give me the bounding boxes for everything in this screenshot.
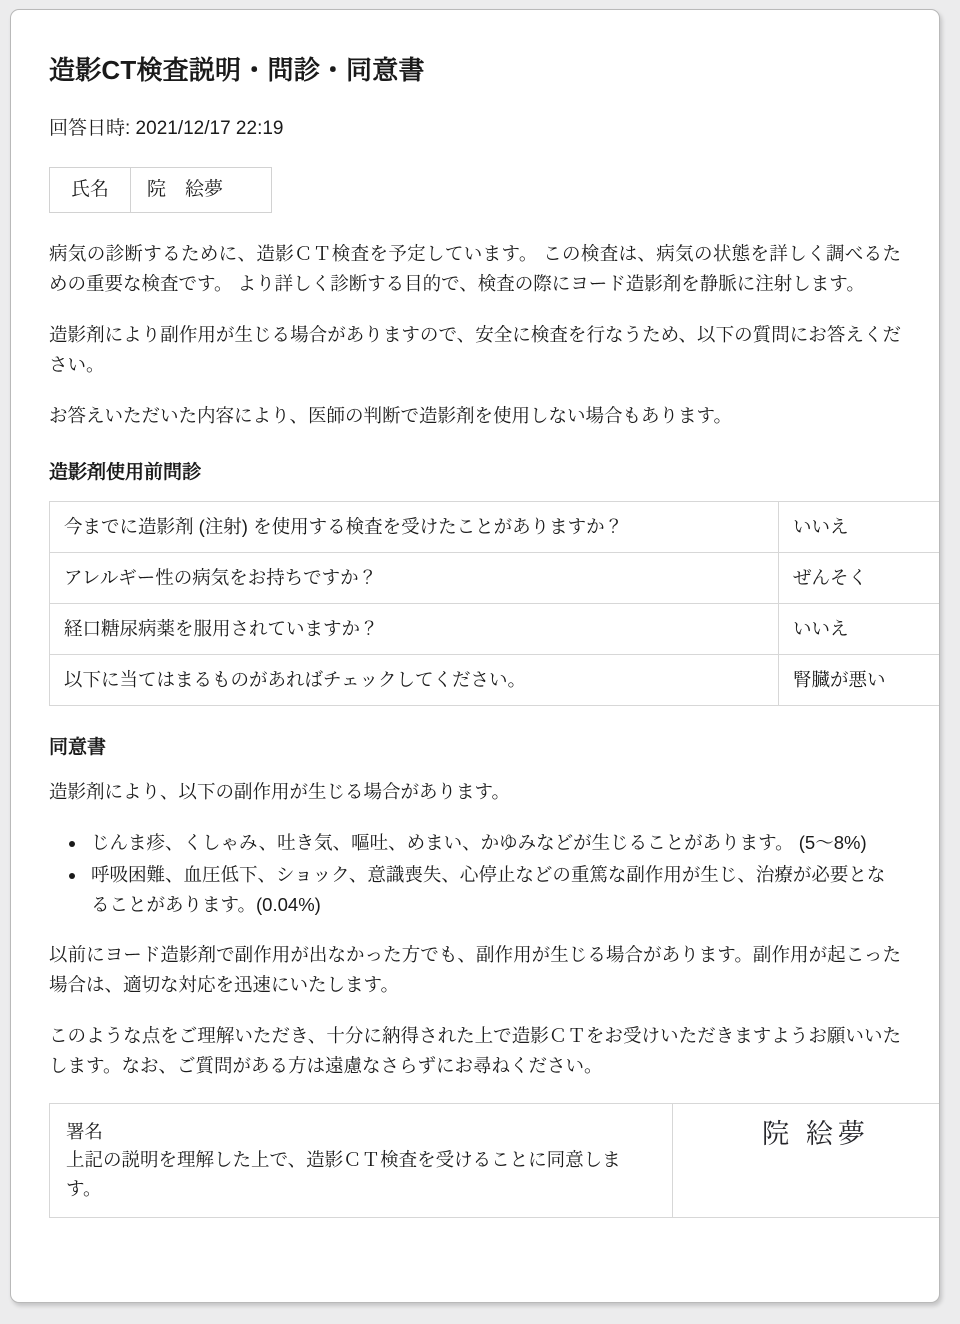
signature-statement-cell xyxy=(50,1104,673,1217)
survey-question-2: アレルギー性の病気をお持ちですか？ xyxy=(50,553,779,604)
intro-paragraph-3: お答えいただいた内容により、医師の判断で造影剤を使用しない場合もあります。 xyxy=(49,404,733,426)
survey-question-3: 経口糖尿病薬を服用されていますか？ xyxy=(50,604,779,655)
signature-table xyxy=(49,1103,940,1217)
signature-label: 署名 xyxy=(66,1121,104,1143)
list-item: • じんま疹、くしゃみ、吐き気、嘔吐、めまい、かゆみなどが生じることがあります。 (5〜8%) xyxy=(87,828,901,858)
consent-section-heading: 同意書 xyxy=(49,736,107,758)
signature-mark-cell xyxy=(673,1104,941,1217)
table-row xyxy=(50,553,941,604)
survey-answer-1: いいえ xyxy=(779,502,941,553)
answer-datetime: 回答日時: 2021/12/17 22:19 xyxy=(49,117,284,139)
document-body xyxy=(11,10,939,1218)
patient-name-label: 氏名 xyxy=(50,168,131,213)
table-row xyxy=(50,168,272,213)
patient-name-value: 院 絵夢 xyxy=(131,168,272,213)
table-row xyxy=(50,604,941,655)
survey-table xyxy=(49,501,940,706)
list-item: • 呼吸困難、血圧低下、ショック、意識喪失、心停止などの重篤な副作用が生じ、治療が必要となることがあります。(0.04%) xyxy=(87,860,901,920)
document-page xyxy=(10,9,940,1303)
survey-answer-3: いいえ xyxy=(779,604,941,655)
table-row xyxy=(50,1104,941,1217)
patient-name-table xyxy=(49,167,272,213)
survey-question-4: 以下に当てはまるものがあればチェックしてください。 xyxy=(50,655,779,706)
side-effects-list xyxy=(49,828,901,920)
table-row xyxy=(50,502,941,553)
signed-name: 院 絵夢 xyxy=(762,1119,870,1150)
survey-answer-2: ぜんそく xyxy=(779,553,941,604)
survey-answer-4: 腎臓が悪い xyxy=(779,655,941,706)
consent-paragraph-2: このような点をご理解いただき、十分に納得された上で造影ＣＴをお受けいただきますようお願いいたします。なお、ご質問がある方は遠慮なさらずにお尋ねください。 xyxy=(49,1025,901,1077)
table-row xyxy=(50,655,941,706)
consent-lead-text: 造影剤により、以下の副作用が生じる場合があります。 xyxy=(49,780,511,802)
intro-paragraph-2: 造影剤により副作用が生じる場合がありますので、安全に検査を行なうため、以下の質問にお答えください。 xyxy=(49,323,901,375)
page-title: 造影CT検査説明・問診・同意書 xyxy=(49,55,425,85)
consent-paragraph-1: 以前にヨード造影剤で副作用が出なかった方でも、副作用が生じる場合があります。副作用が起こった場合は、適切な対応を迅速にいたします。 xyxy=(49,944,901,996)
survey-section-heading: 造影剤使用前問診 xyxy=(49,461,202,483)
intro-paragraph-1: 病気の診断するために、造影ＣＴ検査を予定しています。 この検査は、病気の状態を詳しく調べるための重要な検査です。 より詳しく診断する目的で、検査の際にヨード造影剤を静脈に注射します。 xyxy=(49,242,901,294)
signature-statement-text: 上記の説明を理解した上で、造影ＣＴ検査を受けることに同意します。 xyxy=(66,1149,621,1199)
survey-question-1: 今までに造影剤 (注射) を使用する検査を受けたことがありますか？ xyxy=(50,502,779,553)
